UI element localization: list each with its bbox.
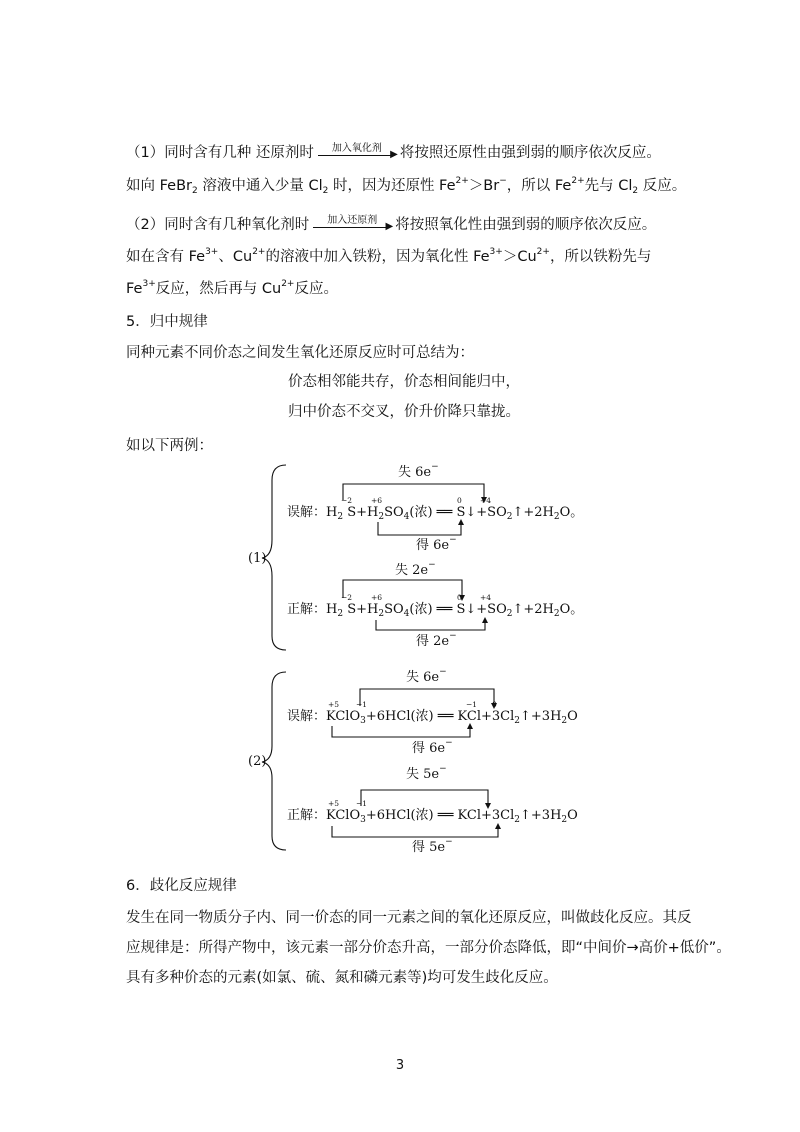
lose-electrons-label: 失 2e− [395,560,436,578]
section6-heading: 6．歧化反应规律 [126,878,237,894]
text: 、Cu [218,249,253,265]
rule-oxidant-suffix: 将按照氧化性由强到弱的顺序依次反应。 [395,217,657,233]
arrow-head-icon: ▶ [385,221,394,232]
section6-paragraph-1: 发生在同一物质分子内、同一价态的同一元素之间的氧化还原反应，叫做歧化反应。其反 [126,910,692,926]
superscript: 3+ [489,247,503,257]
oxidation-state: +4 [480,496,492,505]
text: 的溶液中加入铁粉，因为氧化性 Fe [265,249,490,265]
examples-intro: 如以下两例： [126,438,213,454]
oxidation-state: −1 [356,799,368,808]
gain-bracket [376,620,485,630]
group-2-label: (2) [248,754,267,769]
subscript: 2 [192,186,198,196]
superscript: − [499,176,507,186]
group-1-label: (1) [248,551,267,566]
section5-intro: 同种元素不同价态之间发生氧化还原反应时可总结为： [126,345,474,361]
text: ，所以铁粉先与 [549,249,652,265]
superscript: 2+ [455,176,469,186]
text: ，所以 Fe [506,178,572,194]
equation-right-1: 正解：$H_2$ $S+H_2SO_4$(浓) ══ $S↓+SO_2↑+2H_2O$。 [287,602,584,619]
equation-right-2: 正解：KClO$_3$+6HCl(浓) ══ $KCl+3Cl_2↑+3H_2O$ [287,808,578,825]
arrow-label: 加入氧化剂 [331,143,382,154]
superscript: 3+ [205,247,219,257]
lose-bracket [343,484,484,500]
gain-electrons-label: 得 2e− [416,631,457,649]
text: 反应。 [638,178,687,194]
oxidation-state: 0 [457,496,462,505]
superscript: 2+ [252,247,266,257]
gain-electrons-label: 得 6e− [416,535,457,553]
text: 先与 Cl [584,178,633,194]
rule-reducer-prefix: （1）同时含有几种 还原剂时 [126,145,314,161]
oxidation-state: +5 [328,700,340,709]
lose-electrons-label: 失 5e− [406,764,447,782]
section6-paragraph-2: 应规律是：所得产物中，该元素一部分价态升高，一部分价态降低，即“中间价→高价+低价”。 [126,940,731,956]
text: 时，因为还原性 Fe [328,178,456,194]
oxidation-state: −1 [356,700,368,709]
oxidation-state: +6 [371,593,383,602]
gain-electrons-label: 得 6e− [412,738,453,756]
text: ＞Cu [502,249,537,265]
text: 溶液中通入少量 Cl [197,178,323,194]
equation-wrong-1: 误解：$H_2$ $S+H_2SO_4$(浓) ══ $S↓+SO_2↑+2H_2O$。 [287,505,584,522]
text: 如向 FeBr [126,178,192,194]
verse-line-1: 价态相邻能共存，价态相间能归中， [288,374,520,390]
verse-line-2: 归中价态不交叉，价升价降只靠拢。 [288,404,520,420]
superscript: 3+ [142,279,156,289]
arrow-label: 加入还原剂 [327,215,378,226]
oxidation-state: 0 [457,593,462,602]
gain-electrons-label: 得 5e− [412,837,453,855]
lose-bracket [343,580,462,598]
rule-reducer-suffix: 将按照还原性由强到弱的顺序依次反应。 [399,145,661,161]
oxidation-state: +6 [371,496,383,505]
equation-wrong-2: 误解：KClO$_3$+6HCl(浓) ══ $KCl+3Cl_2↑+3H_2O$ [287,709,578,726]
text: ＞Br [468,178,500,194]
oxidation-state: −2 [341,496,353,505]
lose-electrons-label: 失 6e− [406,667,447,685]
lose-bracket [361,790,488,806]
text: Fe [126,281,143,297]
lose-electrons-label: 失 6e− [398,462,439,480]
oxidation-state: −2 [341,593,353,602]
gain-bracket [332,826,498,837]
subscript: 2 [322,186,329,196]
superscript: 2+ [281,279,295,289]
oxidation-state: 0 [492,700,497,709]
gain-bracket [378,522,461,535]
section6-paragraph-3: 具有多种价态的元素(如氯、硫、氮和磷元素等)均可发生歧化反应。 [126,970,558,986]
superscript: 2+ [571,176,585,186]
section5-heading: 5．归中规律 [126,314,208,330]
oxidation-state: −1 [466,700,478,709]
text: 反应，然后再与 Cu [155,281,282,297]
text: 反应。 [294,281,338,297]
arrow-head-icon: ▶ [390,149,398,160]
oxidation-state: +5 [328,799,340,808]
gain-bracket [332,726,470,737]
text: 如在含有 Fe [126,249,206,265]
subscript: 2 [632,186,639,196]
rule-oxidant-prefix: （2）同时含有几种氧化剂时 [126,217,310,233]
page-number: 3 [395,1058,405,1073]
superscript: 2+ [536,247,550,257]
oxidation-state: +4 [480,593,492,602]
